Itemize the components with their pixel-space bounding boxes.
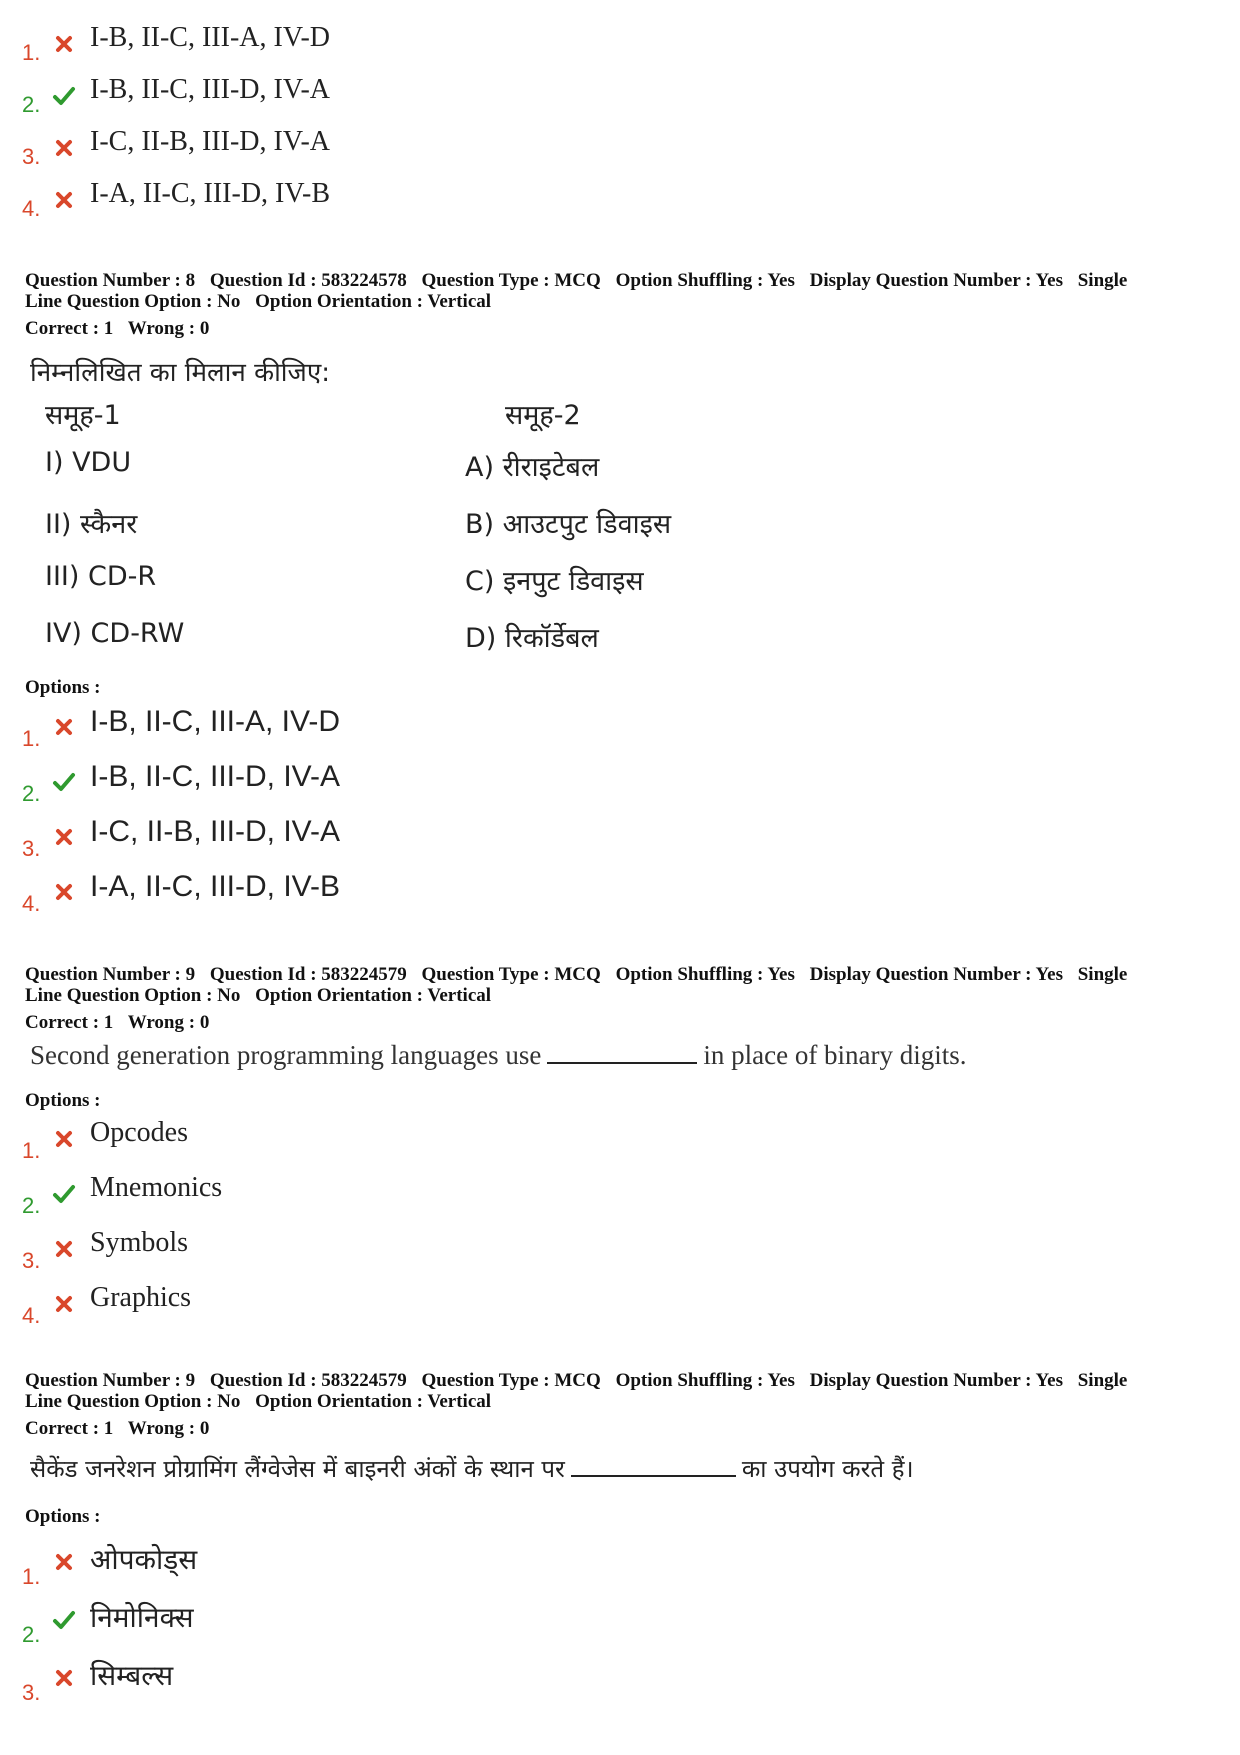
correct-wrong [25, 318, 1220, 340]
cross-icon [52, 136, 76, 160]
meta-field: Question Number : 9 [25, 1370, 196, 1391]
question-9-hi-meta [25, 1370, 1220, 1440]
cross-icon [52, 825, 76, 849]
question-9-en-meta [25, 964, 1220, 1034]
group-1-item: II) स्कैनर [45, 509, 138, 540]
group-2-column [465, 395, 671, 675]
option-text: Opcodes [90, 1117, 188, 1148]
option-text: I-B, II-C, III-A, IV-D [90, 705, 341, 738]
option-number: 3. [22, 144, 41, 169]
check-icon [52, 84, 76, 108]
option-text: I-A, II-C, III-D, IV-B [90, 178, 331, 209]
group-2-item: C) इनपुट डिवाइस [465, 566, 644, 597]
match-table [45, 395, 765, 660]
meta-field: Line Question Option : No [25, 291, 241, 312]
meta-field: Question Type : MCQ [421, 270, 601, 291]
group-1-item: I) VDU [45, 447, 132, 478]
cross-icon [52, 188, 76, 212]
option-text: I-C, II-B, III-D, IV-A [90, 815, 341, 848]
meta-field: Question Number : 8 [25, 270, 196, 291]
meta-field: Option Orientation : Vertical [255, 1391, 492, 1412]
group-1-title: समूह-1 [45, 400, 121, 431]
check-icon [52, 1608, 76, 1632]
question-text-before: Second generation programming languages use [30, 1040, 542, 1070]
cross-icon [52, 715, 76, 739]
correct-score: Correct : 1 [25, 1012, 114, 1033]
meta-field: Question Id : 583224578 [209, 270, 407, 291]
question-meta [25, 270, 1220, 312]
question-text-after: का उपयोग करते हैं। [741, 1455, 914, 1483]
option-text: I-B, II-C, III-D, IV-A [90, 760, 341, 793]
correct-wrong [25, 1012, 1220, 1034]
cross-icon [52, 1550, 76, 1574]
option-number: 4. [22, 1303, 41, 1328]
options-label: Options : [25, 1090, 101, 1111]
correct-score: Correct : 1 [25, 1418, 114, 1439]
meta-field: Line Question Option : No [25, 1391, 241, 1412]
option-number: 2. [22, 1193, 41, 1218]
option-number: 2. [22, 92, 41, 117]
answer-blank [571, 1453, 736, 1477]
meta-field: Question Id : 583224579 [209, 964, 407, 985]
option-number: 1. [22, 1564, 41, 1589]
group-2-title: समूह-2 [505, 400, 581, 431]
option-text: Graphics [90, 1282, 192, 1313]
meta-field: Single [1077, 1370, 1128, 1391]
cross-icon [52, 1666, 76, 1690]
option-number: 3. [22, 1680, 41, 1705]
wrong-score: Wrong : 0 [127, 318, 210, 339]
meta-field: Single [1077, 270, 1128, 291]
option-text: I-B, II-C, III-D, IV-A [90, 74, 331, 105]
option-number: 3. [22, 1248, 41, 1273]
option-number: 1. [22, 1138, 41, 1163]
group-1-column [45, 395, 184, 675]
option-number: 2. [22, 1622, 41, 1647]
option-text: I-B, II-C, III-A, IV-D [90, 22, 331, 53]
wrong-score: Wrong : 0 [127, 1418, 210, 1439]
question-8-meta [25, 270, 1220, 340]
meta-field: Option Orientation : Vertical [255, 291, 492, 312]
question-meta [25, 1370, 1220, 1412]
cross-icon [52, 32, 76, 56]
meta-field: Line Question Option : No [25, 985, 241, 1006]
option-text: Symbols [90, 1227, 189, 1258]
group-2-item: B) आउटपुट डिवाइस [465, 509, 672, 540]
wrong-score: Wrong : 0 [127, 1012, 210, 1033]
options-label: Options : [25, 1506, 101, 1527]
option-text: Mnemonics [90, 1172, 223, 1203]
group-2-item: D) रिकॉर्डेबल [465, 623, 599, 654]
option-text: सिम्बल्स [90, 1659, 174, 1692]
correct-score: Correct : 1 [25, 318, 114, 339]
option-number: 1. [22, 40, 41, 65]
meta-field: Question Number : 9 [25, 964, 196, 985]
meta-field: Question Type : MCQ [421, 964, 601, 985]
meta-field: Question Id : 583224579 [209, 1370, 407, 1391]
meta-field: Display Question Number : Yes [809, 964, 1063, 985]
question-text [30, 1452, 914, 1485]
check-icon [52, 1182, 76, 1206]
options-label: Options : [25, 677, 101, 698]
option-number: 1. [22, 726, 41, 751]
option-number: 2. [22, 781, 41, 806]
question-text-after: in place of binary digits. [703, 1040, 967, 1070]
question-text-before: सैकेंड जनरेशन प्रोग्रामिंग लैंग्वेजेस में बाइनरी अंकों के स्थान पर [30, 1455, 565, 1483]
meta-field: Option Shuffling : Yes [615, 1370, 795, 1391]
cross-icon [52, 1237, 76, 1261]
question-text [30, 1040, 967, 1071]
option-text: I-C, II-B, III-D, IV-A [90, 126, 331, 157]
option-number: 3. [22, 836, 41, 861]
option-number: 4. [22, 891, 41, 916]
cross-icon [52, 880, 76, 904]
meta-field: Option Shuffling : Yes [615, 270, 795, 291]
question-meta [25, 964, 1220, 1006]
meta-field: Option Shuffling : Yes [615, 964, 795, 985]
check-icon [52, 770, 76, 794]
group-1-item: IV) CD-RW [45, 618, 185, 649]
cross-icon [52, 1292, 76, 1316]
meta-field: Question Type : MCQ [421, 1370, 601, 1391]
group-2-item: A) रीराइटेबल [465, 452, 600, 483]
cross-icon [52, 1127, 76, 1151]
option-text: निमोनिक्स [90, 1601, 194, 1634]
correct-wrong [25, 1418, 1220, 1440]
option-text: ओपकोड्स [90, 1543, 198, 1576]
group-1-item: III) CD-R [45, 561, 157, 592]
question-text: निम्नलिखित का मिलान कीजिए: [30, 358, 330, 388]
meta-field: Single [1077, 964, 1128, 985]
meta-field: Display Question Number : Yes [809, 1370, 1063, 1391]
meta-field: Option Orientation : Vertical [255, 985, 492, 1006]
answer-blank [547, 1040, 697, 1064]
option-text: I-A, II-C, III-D, IV-B [90, 870, 341, 903]
option-number: 4. [22, 196, 41, 221]
meta-field: Display Question Number : Yes [809, 270, 1063, 291]
